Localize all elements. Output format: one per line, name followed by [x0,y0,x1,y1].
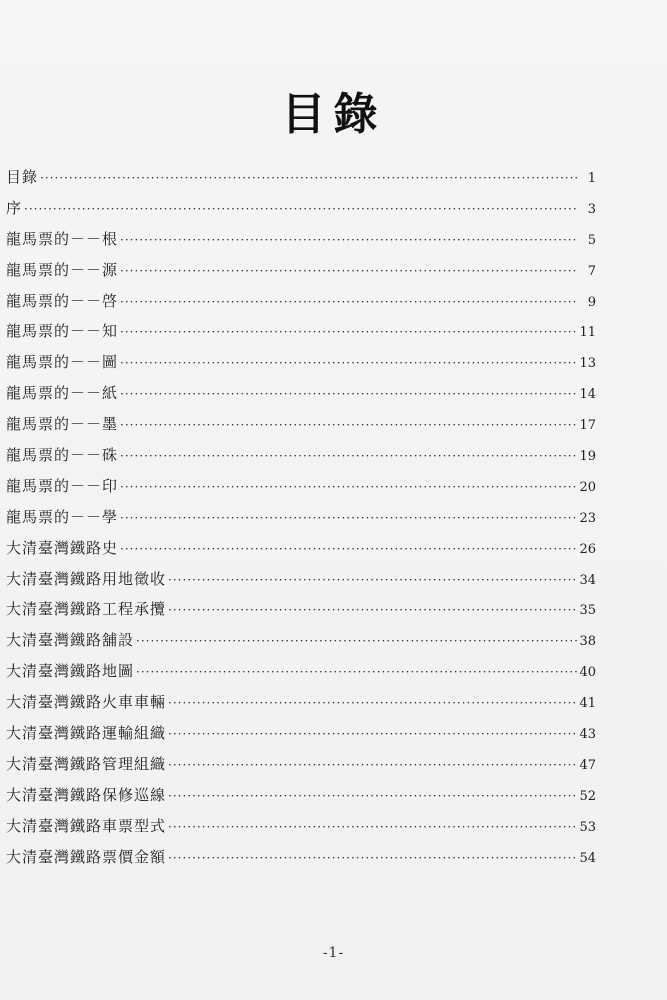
toc-entry-label: 大清臺灣鐵路地圖 [6,662,135,681]
toc-entry [6,224,596,255]
dot-leader [168,719,577,750]
table-of-contents [6,162,596,872]
toc-entry [6,564,596,595]
toc-entry-label: 大清臺灣鐵路票價金額 [6,847,167,866]
toc-entry [6,347,596,378]
toc-entry-page: 35 [579,603,596,619]
toc-entry-page: 5 [587,232,596,248]
toc-entry-label: 龍馬票的－－學 [6,507,119,526]
toc-entry [6,255,596,286]
toc-entry-page: 47 [579,757,596,773]
toc-entry [6,162,596,193]
toc-entry-label: 目錄 [6,168,39,186]
toc-entry-label: 龍馬票的－－紙 [6,384,119,403]
toc-entry [6,409,596,440]
dot-leader [40,163,578,194]
dot-leader [24,194,578,225]
toc-entry [6,471,596,502]
toc-entry-page: 38 [579,634,596,650]
toc-entry-page: 13 [579,356,596,372]
dot-leader [120,410,577,441]
toc-entry-page: 14 [579,387,596,403]
toc-entry-page: 23 [579,510,596,526]
dot-leader [168,595,577,626]
toc-entry-page: 7 [587,263,596,279]
dot-leader [168,812,577,843]
dot-leader [120,472,577,503]
toc-entry-label: 龍馬票的－－知 [6,322,119,341]
dot-leader [136,626,577,657]
toc-entry [6,316,596,347]
dot-leader [136,657,577,688]
toc-entry [6,440,596,471]
toc-entry-page: 54 [579,850,596,866]
toc-entry [6,718,596,749]
dot-leader [120,348,577,379]
toc-entry-page: 43 [579,727,596,743]
toc-entry [6,625,596,656]
toc-entry-page: 20 [579,479,596,495]
toc-entry-label: 龍馬票的－－印 [6,476,119,495]
toc-entry-page: 34 [579,572,596,588]
toc-entry [6,502,596,533]
toc-entry-label: 大清臺灣鐵路管理組織 [6,754,167,773]
toc-entry [6,286,596,317]
toc-entry [6,780,596,811]
dot-leader [120,256,578,287]
toc-entry [6,749,596,780]
toc-entry-label: 大清臺灣鐵路舖設 [6,631,135,650]
dot-leader [168,750,577,781]
toc-entry-page: 40 [579,665,596,681]
toc-entry-page: 26 [579,541,596,557]
dot-leader [120,503,577,534]
toc-entry [6,378,596,409]
toc-entry-label: 龍馬票的－－啓 [6,291,119,310]
dot-leader [168,781,577,812]
dot-leader [120,534,577,565]
dot-leader [120,441,577,472]
toc-entry [6,656,596,687]
toc-entry [6,533,596,564]
toc-entry-page: 53 [579,819,596,835]
toc-entry [6,811,596,842]
page-title: 目錄 [281,89,386,140]
toc-entry-page: 19 [579,449,596,465]
toc-entry-page: 52 [579,788,596,804]
toc-entry-label: 大清臺灣鐵路運輸組織 [6,724,167,743]
toc-entry [6,193,596,224]
toc-entry-label: 龍馬票的－－墨 [6,415,119,434]
toc-entry [6,687,596,718]
toc-entry-label: 龍馬票的－－硃 [6,446,119,465]
toc-entry [6,842,596,873]
toc-entry-label: 大清臺灣鐵路工程承攬 [6,600,167,619]
toc-entry-page: 41 [579,696,596,712]
dot-leader [120,379,577,410]
dot-leader [120,225,578,256]
dot-leader [168,688,577,719]
toc-entry-label: 大清臺灣鐵路用地徵收 [6,569,167,588]
toc-entry-label: 龍馬票的－－源 [6,260,119,279]
dot-leader [120,287,578,318]
toc-entry-page: 11 [579,325,596,341]
toc-entry-page: 1 [587,171,596,186]
dot-leader [168,565,577,596]
dot-leader [168,843,577,874]
toc-entry-label: 龍馬票的－－根 [6,229,119,248]
toc-entry-label: 大清臺灣鐵路火車車輛 [6,693,167,712]
toc-entry-label: 龍馬票的－－圖 [6,353,119,372]
toc-entry [6,594,596,625]
toc-entry-label: 大清臺灣鐵路保修巡線 [6,785,167,804]
toc-entry-page: 17 [579,418,596,434]
toc-entry-label: 大清臺灣鐵路史 [6,538,119,557]
toc-entry-page: 3 [587,201,596,217]
toc-entry-label: 序 [6,198,23,217]
dot-leader [120,317,577,348]
toc-entry-label: 大清臺灣鐵路車票型式 [6,816,167,835]
toc-entry-page: 9 [587,294,596,310]
page-number: -1- [322,945,345,961]
